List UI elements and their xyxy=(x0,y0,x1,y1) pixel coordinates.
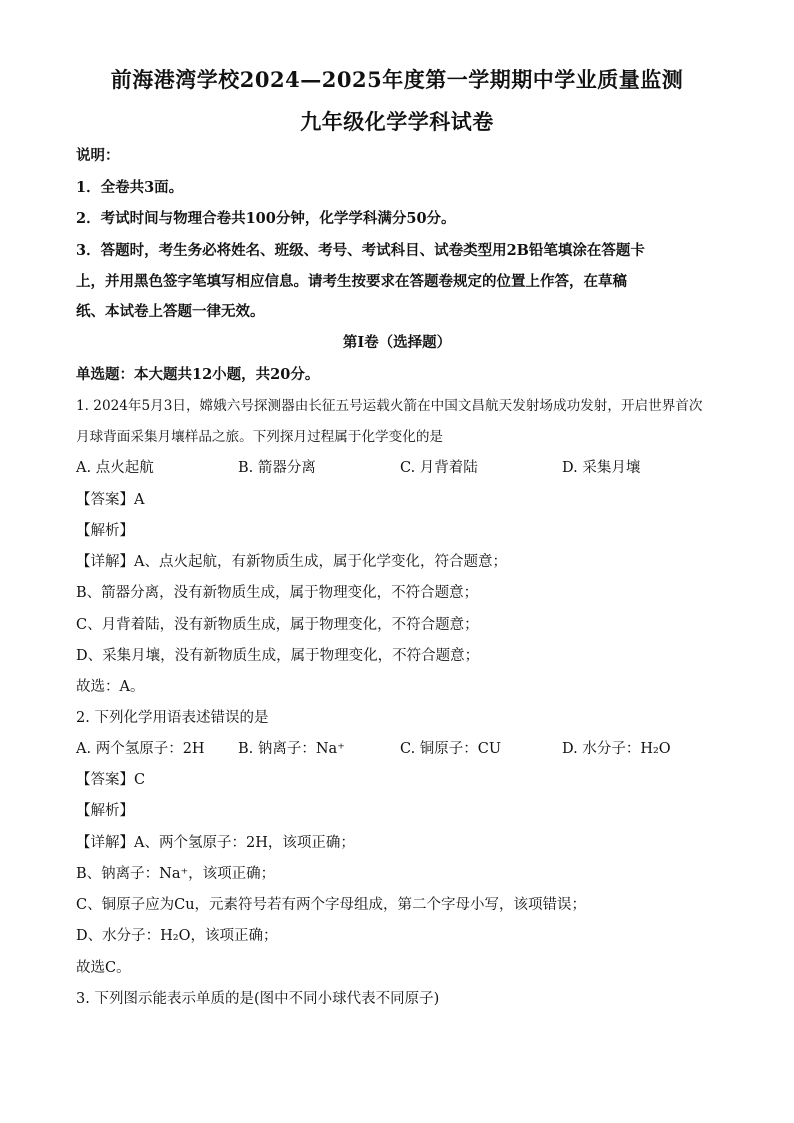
detail-line: C、铜原子应为Cu，元素符号若有两个字母组成，第二个字母小写，该项错误； xyxy=(76,897,587,913)
answer-label: 【答案】C xyxy=(76,772,146,788)
option-c: C. 月背着陆 xyxy=(400,460,478,476)
detail-line: C、月背着陆，没有新物质生成，属于物理变化，不符合题意； xyxy=(76,617,479,633)
instructions-heading: 说明： xyxy=(76,147,120,164)
answer-label: 【答案】A xyxy=(76,492,145,508)
exam-subtitle: 九年级化学学科试卷 xyxy=(300,109,494,134)
detail-line: 故选：A。 xyxy=(76,679,145,695)
question-stem: 1. 2024年5月3日，嫦娥六号探测器由长征五号运载火箭在中国文昌航天发射场成功发射，开启世界首次 xyxy=(76,398,703,414)
instruction-item: 2．考试时间与物理合卷共100分钟，化学学科满分50分。 xyxy=(76,210,456,227)
detail-line: B、钠离子：Na⁺，该项正确； xyxy=(76,866,276,882)
question-stem: 月球背面采集月壤样品之旅。下列探月过程属于化学变化的是 xyxy=(76,429,444,445)
detail-line: 故选C。 xyxy=(76,960,131,976)
option-b: B. 钠离子：Na⁺ xyxy=(238,741,345,757)
detail-line: 【详解】A、点火起航，有新物质生成，属于化学变化，符合题意； xyxy=(76,554,507,570)
detail-line: D、水分子：H₂O，该项正确； xyxy=(76,928,278,944)
question-stem: 2. 下列化学用语表述错误的是 xyxy=(76,710,269,726)
detail-line: B、箭器分离，没有新物质生成，属于物理变化，不符合题意； xyxy=(76,585,479,601)
option-a: A. 两个氢原子：2H xyxy=(76,741,205,757)
option-c: C. 铜原子：CU xyxy=(400,741,502,757)
option-d: D. 水分子：H₂O xyxy=(562,741,671,757)
analysis-label: 【解析】 xyxy=(76,523,134,539)
section-title: 第Ⅰ卷（选择题） xyxy=(342,334,452,351)
instruction-item: 1．全卷共3面。 xyxy=(76,179,184,196)
instruction-item: 纸、本试卷上答题一律无效。 xyxy=(76,303,265,320)
detail-line: 【详解】A、两个氢原子：2H，该项正确； xyxy=(76,835,355,851)
detail-line: D、采集月壤，没有新物质生成，属于物理变化，不符合题意； xyxy=(76,648,480,664)
section-subtitle: 单选题：本大题共12小题，共20分。 xyxy=(76,366,320,383)
option-b: B. 箭器分离 xyxy=(238,460,316,476)
exam-title: 前海港湾学校2024—2025年度第一学期期中学业质量监测 xyxy=(110,67,684,92)
question-stem: 3. 下列图示能表示单质的是(图中不同小球代表不同原子) xyxy=(76,991,440,1007)
analysis-label: 【解析】 xyxy=(76,803,134,819)
option-a: A. 点火起航 xyxy=(76,460,154,476)
instruction-item: 3．答题时，考生务必将姓名、班级、考号、考试科目、试卷类型用2B铅笔填涂在答题卡 xyxy=(76,242,645,259)
instruction-item: 上，并用黑色签字笔填写相应信息。请考生按要求在答题卷规定的位置上作答，在草稿 xyxy=(76,273,627,290)
option-d: D. 采集月壤 xyxy=(562,460,641,476)
